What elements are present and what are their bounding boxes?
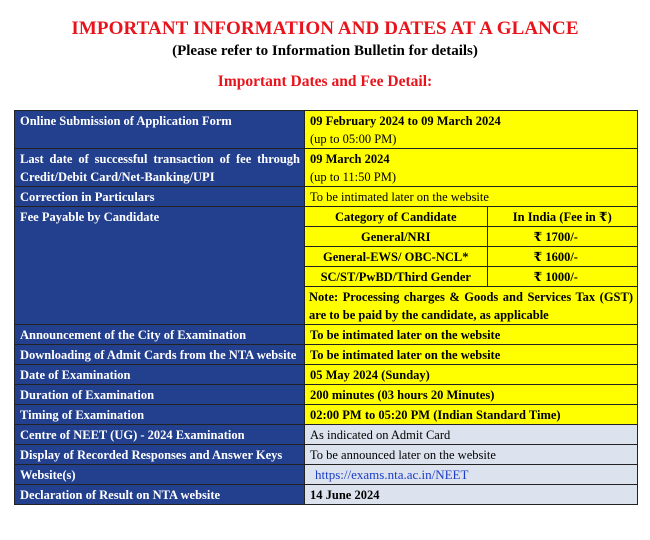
row-label: Fee Payable by Candidate — [15, 207, 305, 325]
row-label: Duration of Examination — [15, 385, 305, 405]
row-label: Declaration of Result on NTA website — [15, 485, 305, 505]
table-row — [15, 465, 638, 485]
table-row — [15, 445, 638, 465]
fee-category: SC/ST/PwBD/Third Gender — [305, 267, 487, 287]
row-value: 200 minutes (03 hours 20 Minutes) — [305, 385, 638, 405]
row-value: To be intimated later on the website — [305, 345, 638, 365]
row-value: 14 June 2024 — [305, 485, 638, 505]
fee-row — [305, 247, 637, 267]
table-row — [15, 207, 638, 325]
row-value: To be intimated later on the website — [305, 325, 638, 345]
fee-amount: ₹ 1000/- — [487, 267, 637, 287]
row-label: Correction in Particulars — [15, 187, 305, 207]
value-sub: (up to 11:50 PM) — [310, 170, 396, 184]
page-title: IMPORTANT INFORMATION AND DATES AT A GLANCE — [71, 18, 579, 39]
fee-category: General/NRI — [305, 227, 487, 247]
row-value — [305, 111, 638, 149]
row-label: Announcement of the City of Examination — [15, 325, 305, 345]
row-label: Centre of NEET (UG) - 2024 Examination — [15, 425, 305, 445]
row-label: Timing of Examination — [15, 405, 305, 425]
row-label: Display of Recorded Responses and Answer Keys — [15, 445, 305, 465]
row-value — [305, 465, 638, 485]
row-label: Downloading of Admit Cards from the NTA website — [15, 345, 305, 365]
table-row — [15, 365, 638, 385]
fee-header-category: Category of Candidate — [305, 207, 487, 227]
table-row — [15, 345, 638, 365]
row-value: To be intimated later on the website — [305, 187, 638, 207]
value-main: 09 March 2024 — [310, 152, 390, 166]
table-row — [15, 325, 638, 345]
row-label: Website(s) — [15, 465, 305, 485]
fee-row — [305, 227, 637, 247]
table-row — [15, 111, 638, 149]
table-row — [15, 385, 638, 405]
section-title: Important Dates and Fee Detail: — [217, 73, 433, 90]
table-row — [15, 187, 638, 207]
fee-cell — [305, 207, 638, 325]
row-value: 05 May 2024 (Sunday) — [305, 365, 638, 385]
table-row — [15, 149, 638, 187]
fee-table — [305, 207, 637, 324]
fee-amount: ₹ 1600/- — [487, 247, 637, 267]
fee-note: Note: Processing charges & Goods and Services Tax (GST) are to be paid by the candidate, as applicable — [305, 287, 637, 325]
row-value — [305, 149, 638, 187]
value-main: 09 February 2024 to 09 March 2024 — [310, 114, 501, 128]
row-label: Last date of successful transaction of fee through Credit/Debit Card/Net-Banking/UPI — [15, 149, 305, 187]
page-subtitle: (Please refer to Information Bulletin for details) — [172, 43, 478, 59]
row-label: Date of Examination — [15, 365, 305, 385]
fee-category: General-EWS/ OBC-NCL* — [305, 247, 487, 267]
table-row — [15, 405, 638, 425]
fee-amount: ₹ 1700/- — [487, 227, 637, 247]
row-value: To be announced later on the website — [305, 445, 638, 465]
dates-fee-table — [14, 110, 638, 505]
website-link[interactable]: https://exams.nta.ac.in/NEET — [315, 467, 469, 482]
fee-note-row — [305, 287, 637, 325]
fee-header-row — [305, 207, 637, 227]
row-value: 02:00 PM to 05:20 PM (Indian Standard Time) — [305, 405, 638, 425]
table-row — [15, 425, 638, 445]
value-sub: (up to 05:00 PM) — [310, 132, 397, 146]
row-label: Online Submission of Application Form — [15, 111, 305, 149]
row-value: As indicated on Admit Card — [305, 425, 638, 445]
fee-row — [305, 267, 637, 287]
table-row — [15, 485, 638, 505]
fee-header-amount: In India (Fee in ₹) — [487, 207, 637, 227]
